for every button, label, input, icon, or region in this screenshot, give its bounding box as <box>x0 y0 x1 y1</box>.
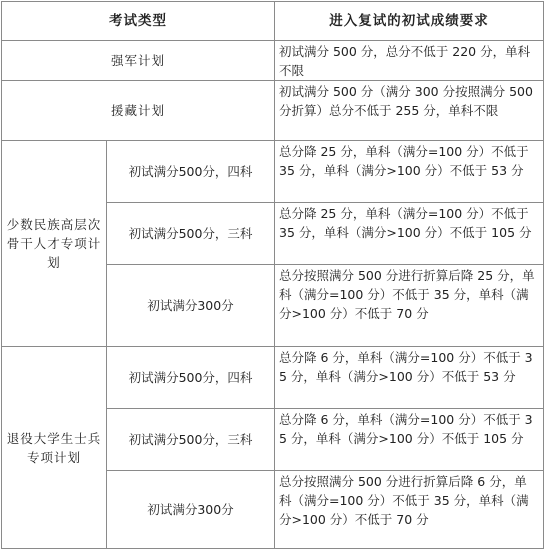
requirement-cell: 总分降 6 分，单科（满分=100 分）不低于 35 分，单科（满分>100 分）不低于 105 分 <box>275 409 544 471</box>
requirement-cell: 总分按照满分 500 分进行折算后降 6 分，单科（满分=100 分）不低于 35 分，单科（满分>100 分）不低于 70 分 <box>275 471 544 549</box>
subcategory-cell: 初试满分500分，四科 <box>107 347 275 409</box>
subcategory-cell: 初试满分500分，四科 <box>107 141 275 203</box>
subcategory-cell: 初试满分500分，三科 <box>107 203 275 265</box>
requirement-cell: 总分降 25 分，单科（满分=100 分）不低于 35 分，单科（满分>100 分）不低于 105 分 <box>275 203 544 265</box>
requirement-cell: 总分按照满分 500 分进行折算后降 25 分，单科（满分=100 分）不低于 35 分，单科（满分>100 分）不低于 70 分 <box>275 265 544 347</box>
requirement-cell: 初试满分 500 分（满分 300 分按照满分 500 分折算）总分不低于 255 分，单科不限 <box>275 81 544 141</box>
requirement-cell: 总分降 25 分，单科（满分=100 分）不低于 35 分，单科（满分>100 分）不低于 53 分 <box>275 141 544 203</box>
header-exam-type: 考试类型 <box>2 2 275 41</box>
subcategory-cell: 初试满分300分 <box>107 265 275 347</box>
category-cell: 少数民族高层次骨干人才专项计划 <box>2 141 107 347</box>
category-cell: 退役大学生士兵专项计划 <box>2 347 107 549</box>
table-row <box>2 81 544 141</box>
table-row <box>2 347 544 409</box>
table-header-row <box>2 2 544 41</box>
subcategory-cell: 初试满分300分 <box>107 471 275 549</box>
score-requirements-table <box>1 1 544 549</box>
table-row <box>2 141 544 203</box>
subcategory-cell: 初试满分500分，三科 <box>107 409 275 471</box>
category-cell: 援藏计划 <box>2 81 275 141</box>
header-requirement: 进入复试的初试成绩要求 <box>275 2 544 41</box>
requirement-cell: 初试满分 500 分，总分不低于 220 分，单科不限 <box>275 41 544 81</box>
table-row <box>2 41 544 81</box>
requirement-cell: 总分降 6 分，单科（满分=100 分）不低于 35 分，单科（满分>100 分）不低于 53 分 <box>275 347 544 409</box>
category-cell: 强军计划 <box>2 41 275 81</box>
